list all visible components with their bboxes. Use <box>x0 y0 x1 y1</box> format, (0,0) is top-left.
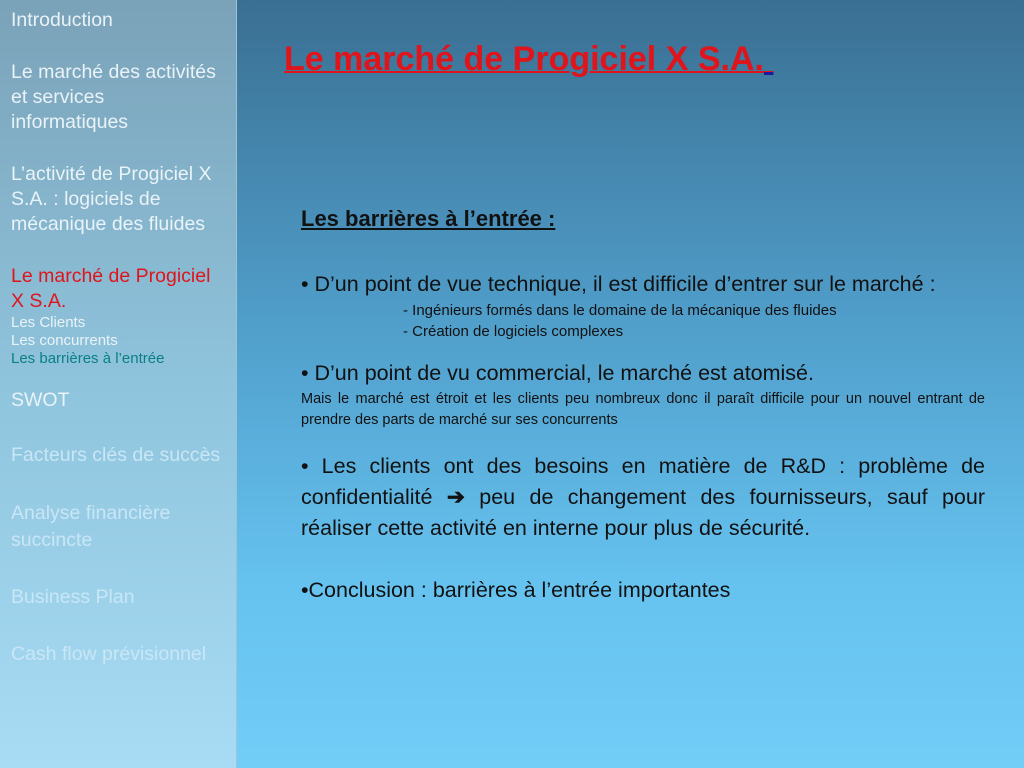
bullet-clients-rd-part2: peu de changement des fournisseurs, sauf pour réaliser cette activité en interne pour plus de sécurité. <box>301 485 985 540</box>
bullet-commercial-note: Mais le marché est étroit et les clients peu nombreux donc il paraît difficile pour un nouvel entrant de prendre des parts de marché sur ses concurrents <box>301 391 985 428</box>
nav-subitem-barrieres[interactable]: Les barrières à l’entrée <box>11 350 165 367</box>
bullet-clients-rd-part1: • Les clients ont des besoins en matière de R&D : problème de confidentialité <box>301 454 985 509</box>
bullet-technique: • D’un point de vue technique, il est difficile d’entrer sur le marché : <box>301 272 936 296</box>
nav-item-introduction[interactable]: Introduction <box>11 9 113 31</box>
conclusion: •Conclusion : barrières à l’entrée importantes <box>301 578 731 602</box>
nav-item-facteurs-cles[interactable]: Facteurs clés de succès <box>11 444 221 466</box>
nav-item-analyse-financiere[interactable]: Analyse financière succincte <box>11 502 171 551</box>
arrow-right-icon: ➔ <box>446 485 465 509</box>
nav-item-swot[interactable]: SWOT <box>11 389 70 411</box>
slide-title-text: Le marché de Progiciel X S.A. <box>284 40 764 78</box>
nav-subitem-clients[interactable]: Les Clients <box>11 314 86 331</box>
bullet-technique-sub-2: - Création de logiciels complexes <box>403 323 624 340</box>
nav-item-cash-flow[interactable]: Cash flow prévisionnel <box>11 643 207 665</box>
nav-item-activite-progiciel[interactable]: L’activité de Progiciel X S.A. : logiciels de mécanique des fluides <box>11 163 212 235</box>
bullet-commercial: • D’un point de vu commercial, le marché est atomisé. <box>301 361 814 385</box>
title-trailing-space <box>764 40 773 78</box>
bullet-technique-sub-1: - Ingénieurs formés dans le domaine de la mécanique des fluides <box>403 302 837 319</box>
nav-item-marche-progiciel[interactable]: Le marché de Progiciel X S.A. <box>11 265 211 312</box>
navigation-sidebar <box>0 0 237 768</box>
slide-title <box>284 37 773 81</box>
section-heading: Les barrières à l’entrée : <box>301 206 556 231</box>
slide-main <box>237 0 1024 768</box>
bullet-clients-rd <box>301 451 985 544</box>
nav-subitem-concurrents[interactable]: Les concurrents <box>11 332 118 349</box>
slide-content <box>301 204 985 606</box>
nav-item-marche-activites[interactable]: Le marché des activités et services informatiques <box>11 61 216 133</box>
nav-item-business-plan[interactable]: Business Plan <box>11 586 135 608</box>
